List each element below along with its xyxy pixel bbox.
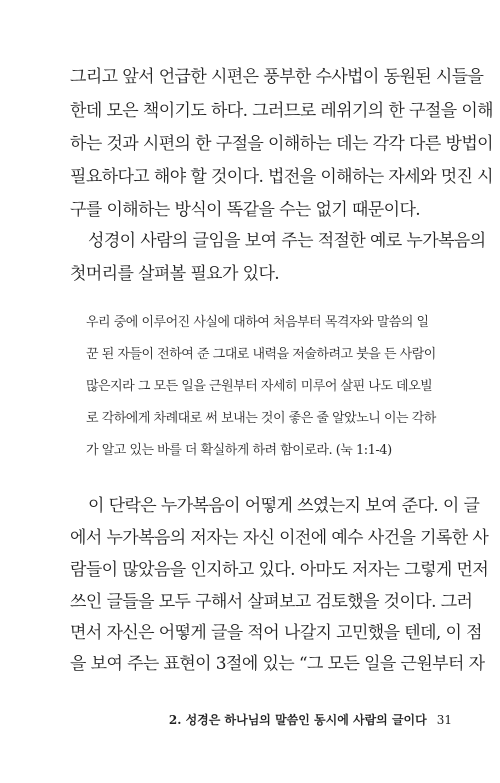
quote-line: 꾼 된 자들이 전하여 준 그대로 내력을 저술하려고 붓을 든 사람이 [86, 347, 436, 362]
body-line: 한데 모은 책이기도 하다. 그러므로 레위기의 한 구절을 이해 [70, 101, 493, 121]
body-line: 구를 이해하는 방식이 똑같을 수는 없기 때문이다. [70, 200, 421, 220]
running-footer [169, 712, 452, 728]
body-line: 필요하다고 해야 할 것이다. 법전을 이해하는 자세와 멋진 시 [70, 167, 493, 187]
page-number: 31 [436, 713, 452, 727]
quote-line: 로 각하에게 차례대로 써 보내는 것이 좋은 줄 알았노니 이는 각하 [86, 411, 436, 426]
body-line: 을 보여 주는 표현이 3절에 있는 “그 모든 일을 근원부터 자 [70, 654, 485, 674]
quote-line: 가 알고 있는 바를 더 확실하게 하려 함이로라. (눅 1:1-4) [86, 443, 392, 458]
quote-line: 많은지라 그 모든 일을 근원부터 자세히 미루어 살핀 나도 데오빌 [86, 379, 433, 394]
body-line: 람들이 많았음을 인지하고 있다. 아마도 저자는 그렇게 먼저 [70, 560, 489, 580]
body-line: 이 단락은 누가복음이 어떻게 쓰였는지 보여 준다. 이 글 [88, 496, 480, 516]
body-line: 성경이 사람의 글임을 보여 주는 적절한 예로 누가복음의 [88, 231, 486, 251]
body-line: 면서 자신은 어떻게 글을 적어 나갈지 고민했을 텐데, 이 점 [70, 623, 482, 643]
body-line: 하는 것과 시편의 한 구절을 이해하는 데는 각각 다른 방법이 [70, 134, 493, 154]
body-line: 첫머리를 살펴볼 필요가 있다. [70, 264, 280, 284]
body-line: 그리고 앞서 언급한 시편은 풍부한 수사법이 동원된 시들을 [70, 67, 484, 87]
quote-line: 우리 중에 이루어진 사실에 대하여 처음부터 목격자와 말씀의 일 [86, 315, 429, 330]
body-line: 에서 누가복음의 저자는 자신 이전에 예수 사건을 기록한 사 [70, 528, 489, 548]
chapter-title: 2. 성경은 하나님의 말씀인 동시에 사람의 글이다 [168, 713, 427, 727]
body-line: 쓰인 글들을 모두 구해서 살펴보고 검토했을 것이다. 그러 [70, 592, 473, 612]
